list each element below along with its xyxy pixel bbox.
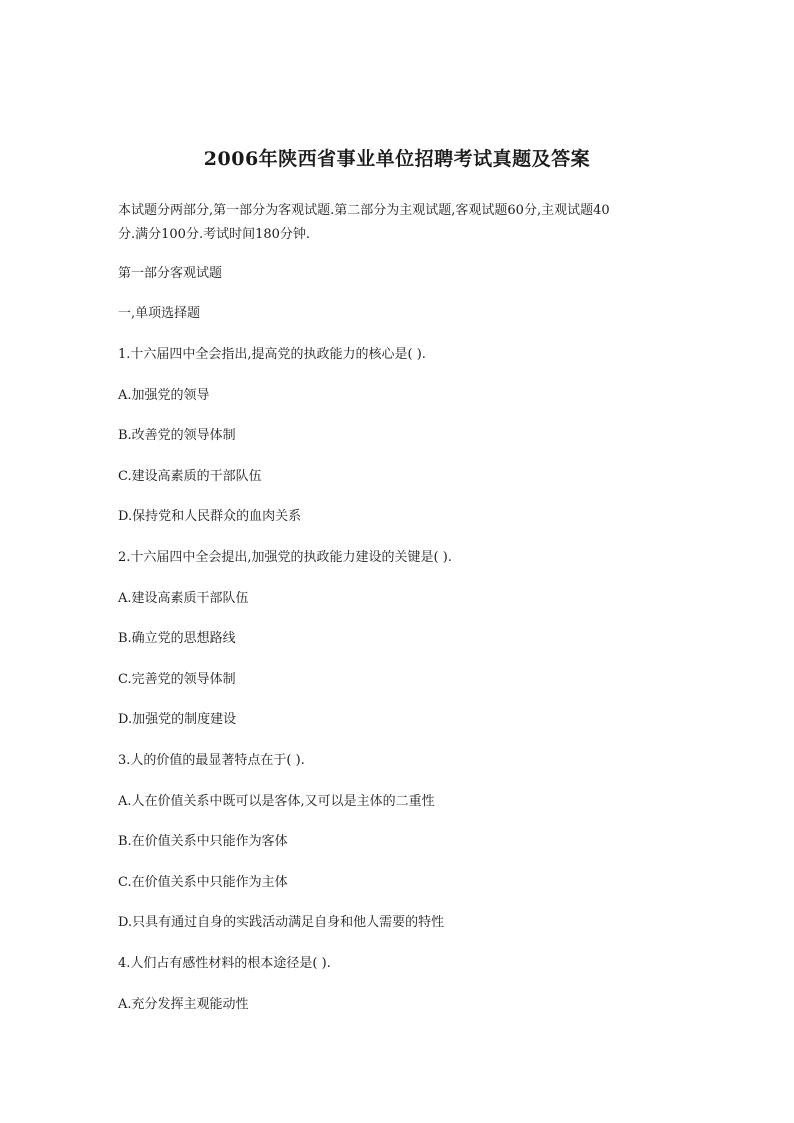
question-3-option-c: C.在价值关系中只能作为主体 [118, 875, 288, 890]
part-heading: 第一部分客观试题 [118, 266, 223, 281]
question-2-option-b: B.确立党的思想路线 [118, 631, 236, 646]
question-1-option-c: C.建设高素质的干部队伍 [118, 469, 262, 484]
question-2-option-c: C.完善党的领导体制 [118, 672, 236, 687]
question-2-stem: 2.十六届四中全会提出,加强党的执政能力建设的关键是( ). [118, 550, 452, 565]
question-1-option-b: B.改善党的领导体制 [118, 428, 236, 443]
question-1-option-a: A.加强党的领导 [118, 388, 210, 403]
question-1-stem: 1.十六届四中全会指出,提高党的执政能力的核心是( ). [118, 347, 426, 362]
question-3-option-d: D.只具有通过自身的实践活动满足自身和他人需要的特性 [118, 915, 445, 930]
question-3-option-a: A.人在价值关系中既可以是客体,又可以是主体的二重性 [118, 794, 435, 809]
question-2-option-a: A.建设高素质干部队伍 [118, 591, 249, 606]
intro-text-line-2: 分.满分100分.考试时间180分钟. [118, 227, 311, 242]
question-1-option-d: D.保持党和人民群众的血肉关系 [118, 509, 302, 524]
section-heading: 一,单项选择题 [118, 306, 201, 321]
question-4-option-a: A.充分发挥主观能动性 [118, 997, 249, 1012]
question-3-option-b: B.在价值关系中只能作为客体 [118, 834, 288, 849]
question-4-stem: 4.人们占有感性材料的根本途径是( ). [118, 956, 331, 971]
question-2-option-d: D.加强党的制度建设 [118, 712, 237, 727]
document-title: 2006年陕西省事业单位招聘考试真题及答案 [203, 148, 591, 170]
question-3-stem: 3.人的价值的最显著特点在于( ). [118, 753, 305, 768]
intro-text-line-1: 本试题分两部分,第一部分为客观试题.第二部分为主观试题,客观试题60分,主观试题40 [118, 203, 610, 218]
